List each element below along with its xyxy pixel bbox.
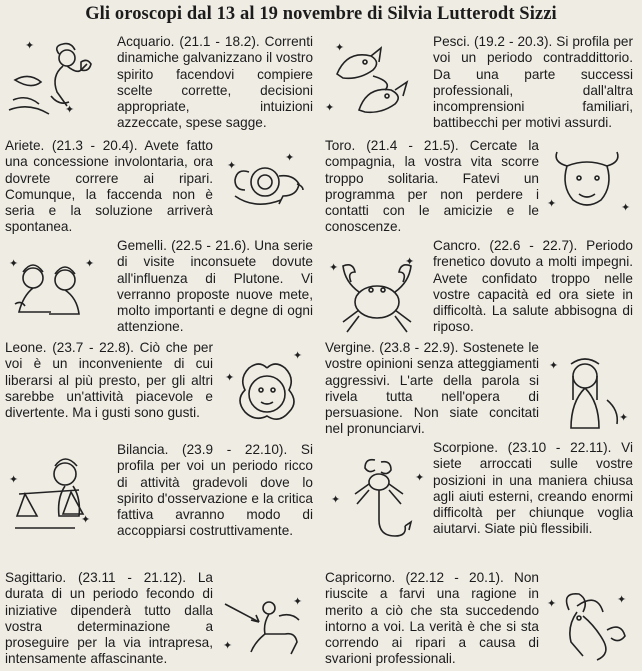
horoscope-aries [5, 138, 313, 238]
horoscope-leo [5, 340, 313, 446]
leo-icon: ✦ ✦ [223, 350, 311, 434]
right-column [325, 34, 633, 666]
horoscope-taurus [325, 138, 633, 238]
capricorn-icon: ✦ ✦ [547, 590, 633, 664]
aquarius-text: Acquario. (21.1 - 18.2). Correnti dinamiche galvanizzano il vostro spirito facendovi compiere scelte corrette, decisioni appropriate, intuizioni azzeccate, spese sagge. [117, 34, 313, 131]
gemini-icon: ✦ ✦ [5, 258, 95, 326]
virgo-text: Vergine. (23.8 - 22.9). Sostenete le vostre opinioni senza atteggiamenti aggressivi. L'arte della parola si rivela tutta nell'opera di persuasione. Non siate concitati nel pronunciarvi. [325, 340, 539, 437]
aquarius-icon: ✦ ✦ [5, 40, 103, 118]
virgo-icon: ✦ ✦ [549, 352, 633, 436]
libra-icon: ✦ ✦ [5, 454, 103, 540]
horoscope-sagittarius [5, 570, 313, 666]
leo-text: Leone. (23.7 - 22.8). Ciò che per voi è un inconveniente di cui liberarsi al più presto, per gli altri sarebbe un'attività piacevole e divertente. Ma i gusti sono gusti. [5, 340, 213, 421]
taurus-text: Toro. (21.4 - 21.5). Cercate la compagnia, la vostra vita scorre troppo solitaria. Fatevi un programma per non perdere i contatti con le amicizie e le conoscenze. [325, 138, 539, 235]
horoscope-capricorn [325, 570, 633, 670]
sagittarius-icon: ✦ ✦ [223, 595, 303, 652]
aries-icon: ✦ ✦ [225, 152, 311, 218]
cancer-icon: ✦ ✦ [329, 252, 425, 344]
horoscope-aquarius [5, 34, 313, 138]
gemini-text: Gemelli. (22.5 - 21.6). Una serie di visite inconsuete dovute all'influenza di Plutone. Vi verranno proposte nuove mete, molto importanti e degne di ogni attenzione. [117, 238, 313, 335]
horoscope-cancer [325, 238, 633, 354]
sagittarius-text: Sagittario. (23.11 - 21.12). La durata di un periodo fecondo di iniziative dipenderà tutto dalla vostra determinazione a proseguire per la via intrapresa, intensamente affascinante. [5, 570, 213, 667]
aries-text: Ariete. (21.3 - 20.4). Avete fatto una concessione involontaria, ora dovrete correre ai ripari. Comunque, la faccenda non è seria e la soluzione arriverà spontanea. [5, 138, 213, 235]
capricorn-text: Capricorno. (22.12 - 20.1). Non riuscite a farvi una ragione in merito a ciò che sta succedendo intorno a voi. La verità è che si sta correndo ai ripari a causa di svarioni professionali. [325, 570, 539, 667]
page-title: Gli oroscopi dal 13 al 19 novembre di Silvia Lutterodt Sizzi [85, 4, 557, 24]
taurus-icon: ✦ ✦ [547, 150, 633, 220]
horoscope-scorpio [325, 440, 633, 566]
left-column [5, 34, 313, 666]
pisces-text: Pesci. (19.2 - 20.3). Si profila per voi un periodo contraddittorio. Da una parte successi professionali, dall'altra incomprensioni familiari, battibecchi per motivi assurdi. [433, 34, 633, 131]
horoscope-libra [5, 442, 313, 568]
pisces-icon: ✦ ✦ [325, 40, 421, 130]
horoscope-virgo [325, 340, 633, 444]
horoscope-pisces [325, 34, 633, 138]
cancer-text: Cancro. (22.6 - 22.7). Periodo frenetico dovuto a molti impegni. Avete confidato troppo nelle vostre capacità ed ora siete in difficoltà. La salute abbisogna di riposo. [433, 238, 633, 335]
libra-text: Bilancia. (23.9 - 22.10). Si profila per voi un periodo ricco di attività gradevoli dove lo spirito d'osservazione e la critica fattiva avranno modo di accoppiarsi costruttivamente. [117, 442, 313, 539]
scorpio-icon: ✦ ✦ [331, 454, 425, 550]
scorpio-text: Scorpione. (23.10 - 22.11). Vi siete arroccati sulle vostre posizioni in una maniera chiusa agli aiuti esterni, creando enormi difficoltà per chiunque voglia aiutarvi. Siate più flessibili. [433, 440, 633, 537]
